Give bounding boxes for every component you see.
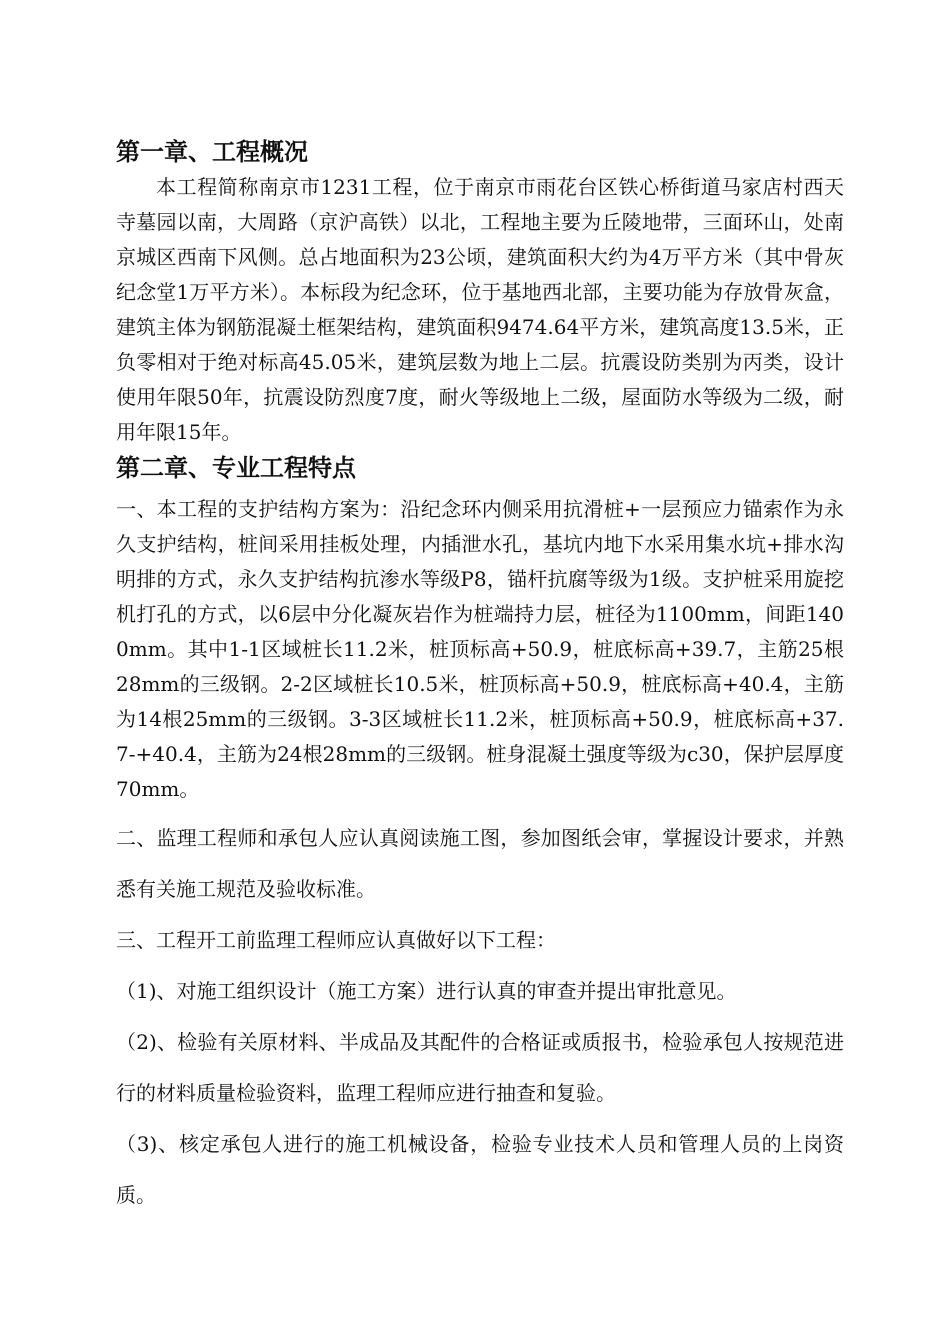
chapter-2-item-2: 二、监理工程师和承包人应认真阅读施工图，参加图纸会审，掌握设计要求，并熟悉有关施工规范及验收标准。 xyxy=(116,826,844,901)
chapter-2-item-3: 三、工程开工前监理工程师应认真做好以下工程： xyxy=(116,928,556,952)
chapter-1-paragraph: 本工程简称南京市1231工程，位于南京市雨花台区铁心桥街道马家店村西天寺墓园以南，大周路（京沪高铁）以北，工程地主要为丘陵地带，三面环山，处南京城区西南下风侧。总占地面积为23公顷，建筑面积大约为4万平方米（其中骨灰纪念堂1万平方米）。本标段为纪念环，位于基地西北部，主要功能为存放骨灰盒，建筑主体为钢筋混凝土框架结构，建筑面积9474.64平方米，建筑高度13.5米，正负零相对于绝对标高45.05米，建筑层数为地上二层。抗震设防类别为丙类，设计使用年限50年，抗震设防烈度7度，耐火等级地上二级，屋面防水等级为二级，耐用年限15年。 xyxy=(116,175,844,444)
chapter-1-heading: 第一章、工程概况 xyxy=(116,137,308,166)
chapter-2-subitem-2: （2)、检验有关原材料、半成品及其配件的合格证或质报书，检验承包人按规范进行的材料质量检验资料，监理工程师应进行抽查和复验。 xyxy=(116,1030,844,1105)
chapter-2-subitem-1: （1)、对施工组织设计（施工方案）进行认真的审查并提出审批意见。 xyxy=(116,979,737,1003)
chapter-2-subitem-3: （3)、核定承包人进行的施工机械设备，检验专业技术人员和管理人员的上岗资质。 xyxy=(116,1132,844,1207)
chapter-2-heading: 第二章、专业工程特点 xyxy=(116,453,356,482)
document-body xyxy=(116,134,844,1221)
chapter-2-item-1: 一、本工程的支护结构方案为：沿纪念环内侧采用抗滑桩+一层预应力锚索作为永久支护结构，桩间采用挂板处理，内插泄水孔，基坑内地下水采用集水坑+排水沟明排的方式，永久支护结构抗渗水等级P8，锚杆抗腐等级为1级。支护桩采用旋挖机打孔的方式，以6层中分化凝灰岩作为桩端持力层，桩径为1100mm，间距1400mm。其中1-1区域桩长11.2米，桩顶标高+50.9，桩底标高+39.7，主筋25根28mm的三级钢。2-2区域桩长10.5米，桩顶标高+50.9，桩底标高+40.4，主筋为14根25mm的三级钢。3-3区域桩长11.2米，桩顶标高+50.9，桩底标高+37.7-+40.4，主筋为24根28mm的三级钢。桩身混凝土强度等级为c30，保护层厚度70mm。 xyxy=(116,497,844,801)
